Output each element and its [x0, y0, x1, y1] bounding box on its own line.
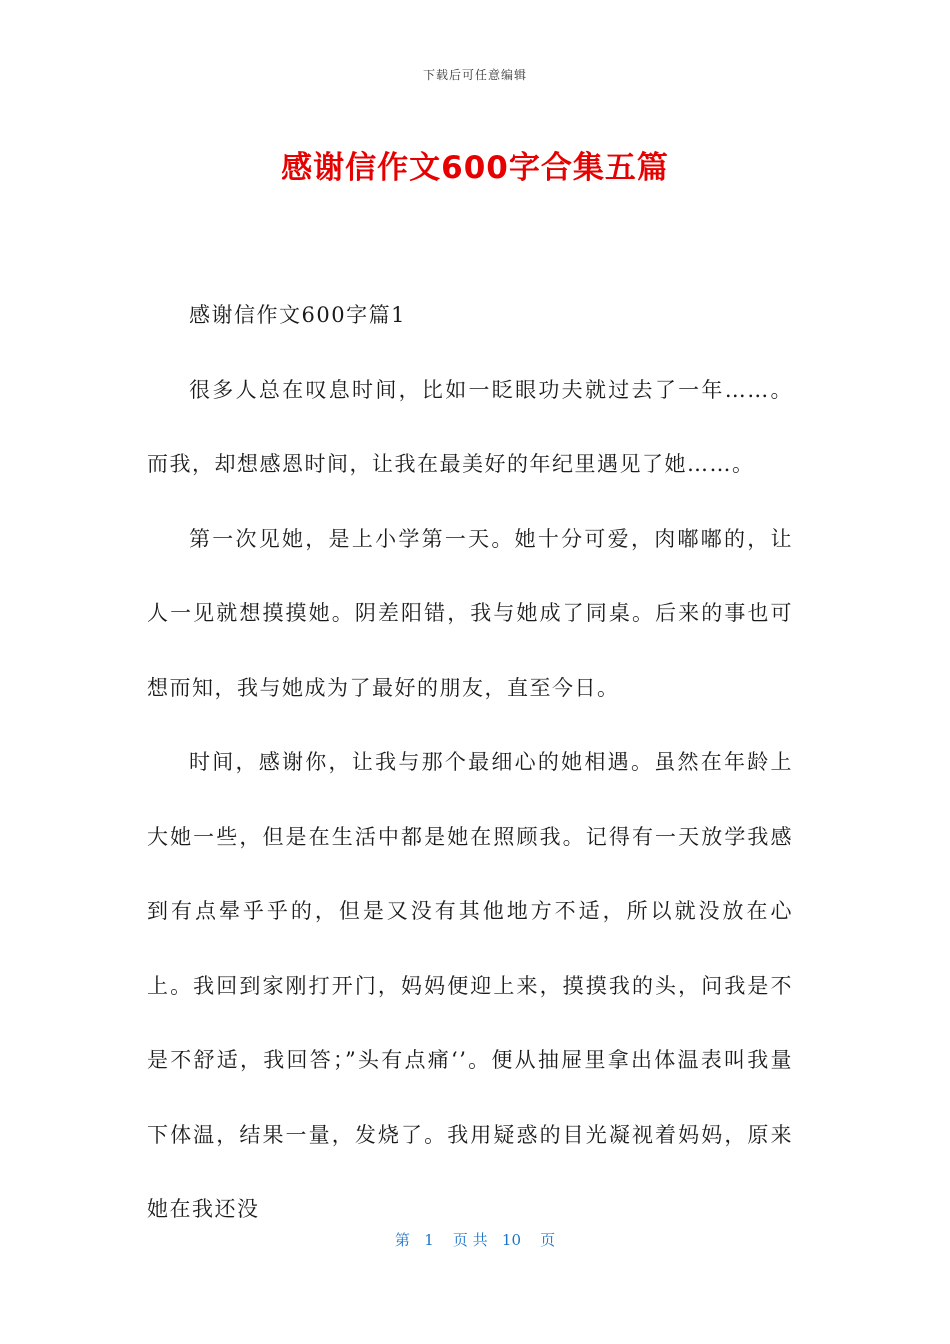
paragraph: 很多人总在叹息时间，比如一眨眼功夫就过去了一年……。而我，却想感恩时间，让我在最美好的年纪里遇见了她……。 — [147, 377, 793, 476]
header-note: 下载后可任意编辑 — [422, 68, 527, 82]
footer-page-label: 第 — [394, 1231, 410, 1249]
page-footer — [0, 1229, 950, 1250]
footer-total-pages: 10 — [501, 1231, 522, 1249]
document-body — [147, 278, 793, 1247]
footer-page-sep: 页 共 — [452, 1231, 488, 1249]
footer-page-suffix: 页 — [540, 1231, 556, 1249]
section-heading: 感谢信作文600字篇1 — [189, 303, 406, 327]
paragraph: 第一次见她，是上小学第一天。她十分可爱，肉嘟嘟的，让人一见就想摸摸她。阴差阳错，我与她成了同桌。后来的事也可想而知，我与她成为了最好的朋友，直至今日。 — [147, 526, 793, 700]
footer-current-page: 1 — [424, 1231, 434, 1249]
document-title: 感谢信作文600字合集五篇 — [281, 150, 669, 186]
paragraph: 时间，感谢你，让我与那个最细心的她相遇。虽然在年龄上大她一些，但是在生活中都是她在照顾我。记得有一天放学我感到有点晕乎乎的，但是又没有其他地方不适，所以就没放在心上。我回到家刚打开门，妈妈便迎上来，摸摸我的头，问我是不是不舒适，我回答；”头有点痛‘’。便从抽屉里拿出体温表叫我量下体温，结果一量，发烧了。我用疑惑的目光凝视着妈妈，原来她在我还没 — [147, 750, 793, 1221]
